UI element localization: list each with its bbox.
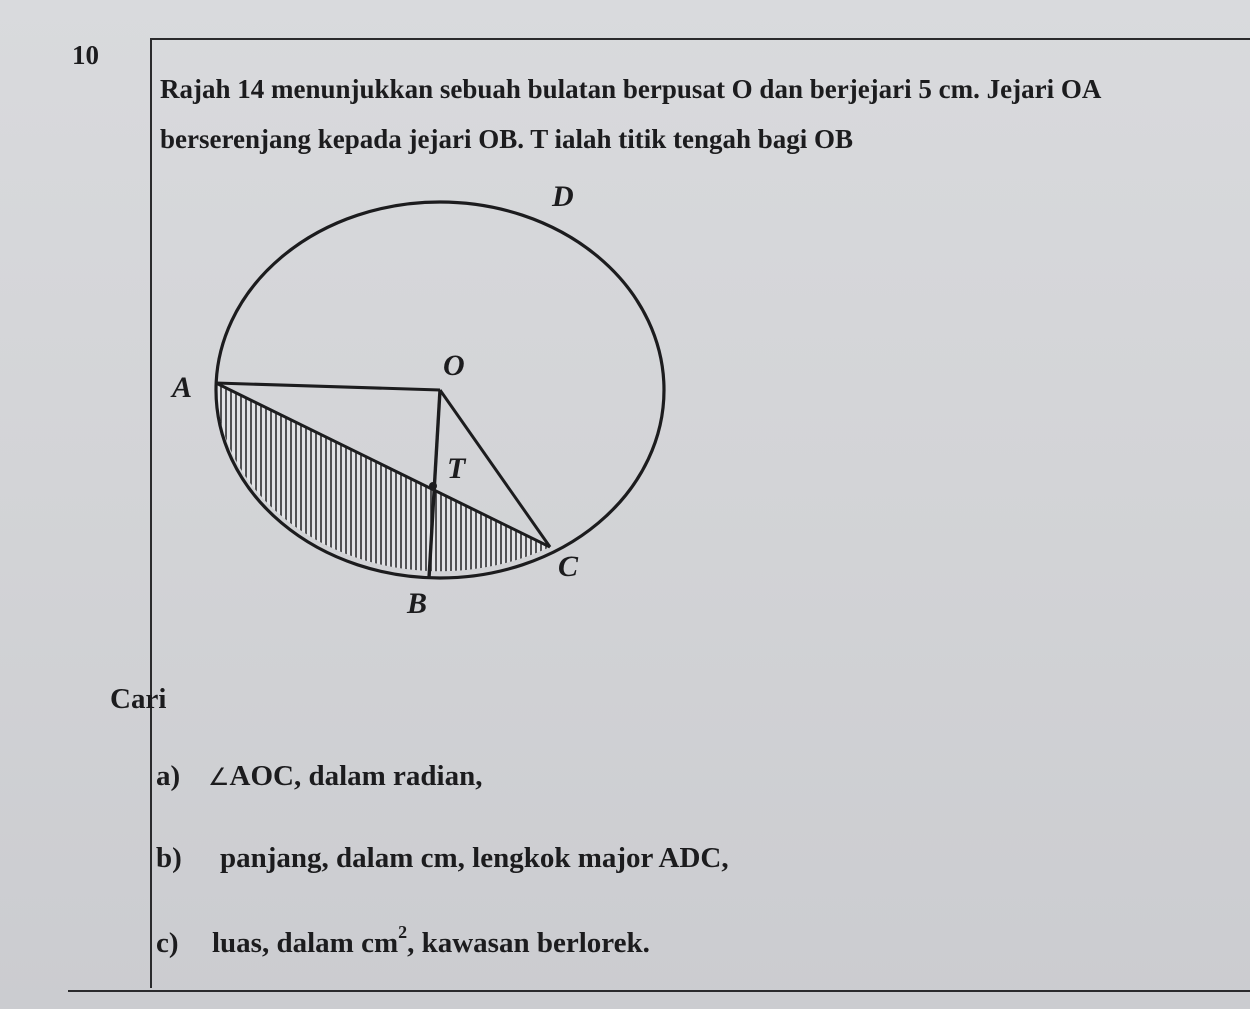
part-a-label: a)	[156, 760, 181, 792]
label-a: A	[172, 371, 193, 404]
task-intro: Cari	[110, 683, 167, 715]
frame-top-border	[150, 38, 1250, 40]
part-c-text-after: , kawasan berlorek.	[407, 927, 650, 959]
part-b	[156, 842, 729, 875]
question-number: 10	[72, 40, 99, 70]
part-a-text: AOC, dalam radian,	[229, 760, 483, 792]
question-statement-line-1: Rajah 14 menunjukkan sebuah bulatan berpusat O dan berjejari 5 cm. Jejari OA	[160, 74, 1102, 104]
radius-oa	[216, 383, 440, 390]
circle-diagram	[150, 175, 710, 635]
part-b-label: b)	[156, 842, 182, 874]
part-c-text-before: luas, dalam	[212, 927, 362, 959]
label-d: D	[552, 180, 574, 213]
part-a	[156, 760, 483, 793]
question-statement-line-2: berserenjang kepada jejari OB. T ialah titik tengah bagi OB	[160, 124, 854, 154]
label-o: O	[443, 349, 465, 382]
point-t	[429, 482, 437, 490]
frame-bottom-border	[68, 990, 1250, 992]
part-c	[156, 922, 650, 960]
part-c-label: c)	[156, 927, 179, 959]
part-c-exponent: 2	[398, 922, 408, 942]
label-b: B	[407, 587, 428, 620]
part-b-text: panjang, dalam cm, lengkok major ADC,	[220, 842, 729, 874]
angle-symbol: ∠	[208, 763, 230, 791]
label-t: T	[447, 452, 466, 485]
part-c-unit: cm	[361, 927, 399, 959]
label-c: C	[558, 550, 579, 583]
